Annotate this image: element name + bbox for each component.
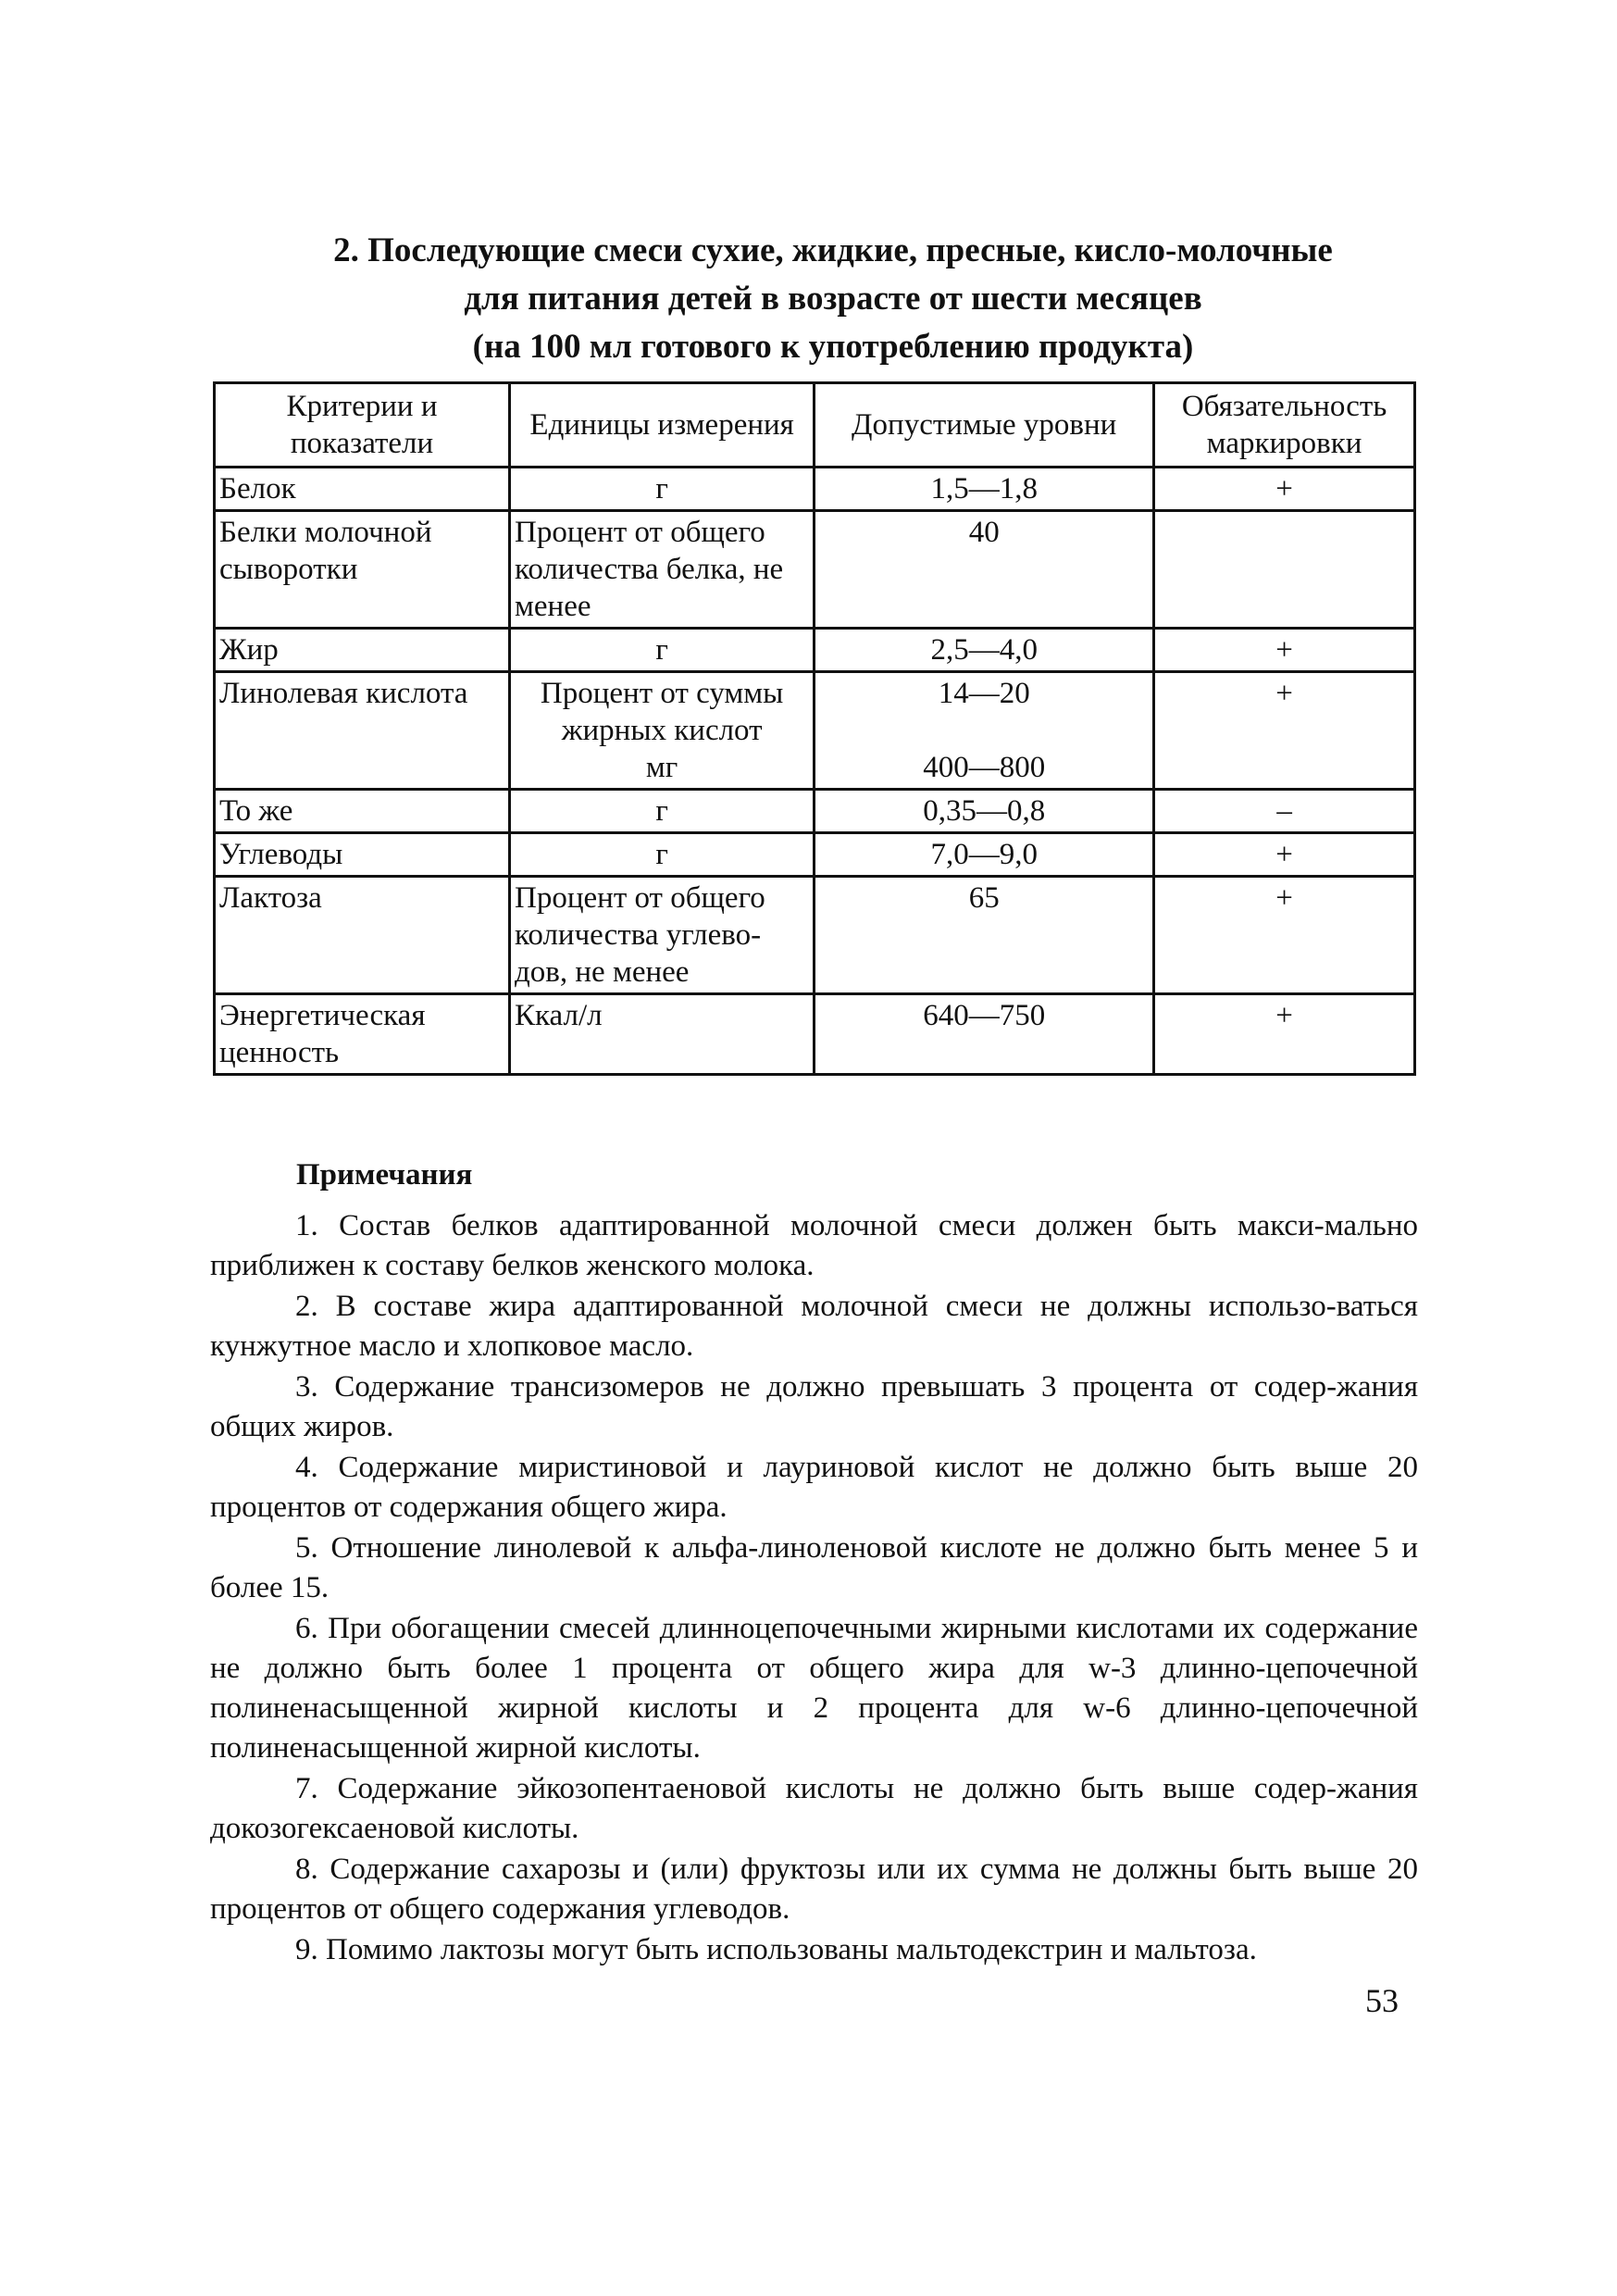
requirements-table bbox=[213, 381, 1416, 1076]
cell-unit: г bbox=[510, 833, 815, 877]
table-row bbox=[215, 833, 1415, 877]
note-item: 6. При обогащении смесей длинноцепочечными жирными кислотами их содержание не должно быть более 1 процента от общего жира для w-3 длинно-цепочечной полиненасыщенной жирной кислоты и 2 процента для w-6 длинно-цепочечной полиненасыщенной жирной кислоты. bbox=[210, 1612, 1418, 1765]
cell-level: 1,5—1,8 bbox=[815, 468, 1154, 511]
title-line-3: (на 100 мл готового к употреблению продукта) bbox=[472, 328, 1194, 366]
note-item: 9. Помимо лактозы могут быть использованы мальтодекстрин и мальтоза. bbox=[295, 1933, 1257, 1966]
cell-level: 65 bbox=[815, 877, 1154, 994]
cell-unit-secondary: мг bbox=[645, 751, 678, 784]
cell-level bbox=[815, 672, 1154, 790]
cell-mark: – bbox=[1154, 790, 1415, 833]
cell-level: 640—750 bbox=[815, 994, 1154, 1075]
table-row bbox=[215, 790, 1415, 833]
column-header-labeling: Обязательность маркировки bbox=[1154, 383, 1415, 468]
note-item: 7. Содержание эйкозопентаеновой кислоты не должно быть выше содер-жания докозогексаеновой кислоты. bbox=[210, 1772, 1418, 1845]
table-row bbox=[215, 511, 1415, 629]
table-row bbox=[215, 994, 1415, 1075]
cell-criterion: Белки молочной сыворотки bbox=[215, 511, 510, 629]
table-header-row bbox=[215, 383, 1415, 468]
table-row bbox=[215, 877, 1415, 994]
cell-unit: г bbox=[510, 468, 815, 511]
cell-level-secondary: 400—800 bbox=[923, 751, 1046, 784]
cell-unit: г bbox=[510, 629, 815, 672]
cell-criterion: Жир bbox=[215, 629, 510, 672]
cell-mark: + bbox=[1154, 877, 1415, 994]
cell-level: 7,0—9,0 bbox=[815, 833, 1154, 877]
cell-unit: Процент от общего количества белка, не менее bbox=[510, 511, 815, 629]
notes-heading: Примечания bbox=[296, 1158, 473, 1192]
note-item: 1. Состав белков адаптированной молочной смеси должен быть макси-мально приближен к составу белков женского молока. bbox=[210, 1209, 1418, 1282]
cell-criterion: Углеводы bbox=[215, 833, 510, 877]
note-item: 3. Содержание трансизомеров не должно превышать 3 процента от содер-жания общих жиров. bbox=[210, 1370, 1418, 1443]
cell-level: 2,5—4,0 bbox=[815, 629, 1154, 672]
title-line-1: 2. Последующие смеси сухие, жидкие, пресные, кисло-молочные bbox=[333, 231, 1333, 269]
note-item: 2. В составе жира адаптированной молочной смеси не должны использо-ваться кунжутное масло и хлопковое масло. bbox=[210, 1290, 1418, 1363]
cell-level: 40 bbox=[815, 511, 1154, 629]
cell-unit: Ккал/л bbox=[510, 994, 815, 1075]
column-header-levels: Допустимые уровни bbox=[815, 383, 1154, 468]
cell-criterion: Лактоза bbox=[215, 877, 510, 994]
cell-level-primary: 14—20 bbox=[938, 677, 1030, 710]
cell-criterion: Белок bbox=[215, 468, 510, 511]
cell-criterion: То же bbox=[215, 790, 510, 833]
cell-mark: + bbox=[1154, 468, 1415, 511]
cell-unit: Процент от общего количества углево-дов, не менее bbox=[510, 877, 815, 994]
cell-mark: + bbox=[1154, 629, 1415, 672]
note-item: 5. Отношение линолевой к альфа-линоленовой кислоте не должно быть менее 5 и более 15. bbox=[210, 1531, 1418, 1604]
cell-level: 0,35—0,8 bbox=[815, 790, 1154, 833]
column-header-criteria: Критерии и показатели bbox=[215, 383, 510, 468]
page-number: 53 bbox=[1365, 1982, 1399, 2019]
cell-mark: + bbox=[1154, 833, 1415, 877]
table-row bbox=[215, 672, 1415, 790]
cell-criterion: Энергетическая ценность bbox=[215, 994, 510, 1075]
column-header-units: Единицы измерения bbox=[510, 383, 815, 468]
cell-unit: г bbox=[510, 790, 815, 833]
cell-unit bbox=[510, 672, 815, 790]
cell-unit-primary: Процент от суммы жирных кислот bbox=[540, 677, 784, 747]
notes-section bbox=[210, 1155, 1418, 1971]
note-item: 4. Содержание миристиновой и лауриновой кислот не должно быть выше 20 процентов от содержания общего жира. bbox=[210, 1451, 1418, 1524]
cell-mark bbox=[1154, 511, 1415, 629]
cell-mark: + bbox=[1154, 672, 1415, 790]
note-item: 8. Содержание сахарозы и (или) фруктозы или их сумма не должны быть выше 20 процентов от общего содержания углеводов. bbox=[210, 1853, 1418, 1926]
cell-criterion: Линолевая кислота bbox=[215, 672, 510, 790]
section-title bbox=[222, 227, 1444, 371]
title-line-2: для питания детей в возрасте от шести месяцев bbox=[464, 280, 1202, 318]
table-row bbox=[215, 468, 1415, 511]
cell-mark: + bbox=[1154, 994, 1415, 1075]
table-row bbox=[215, 629, 1415, 672]
